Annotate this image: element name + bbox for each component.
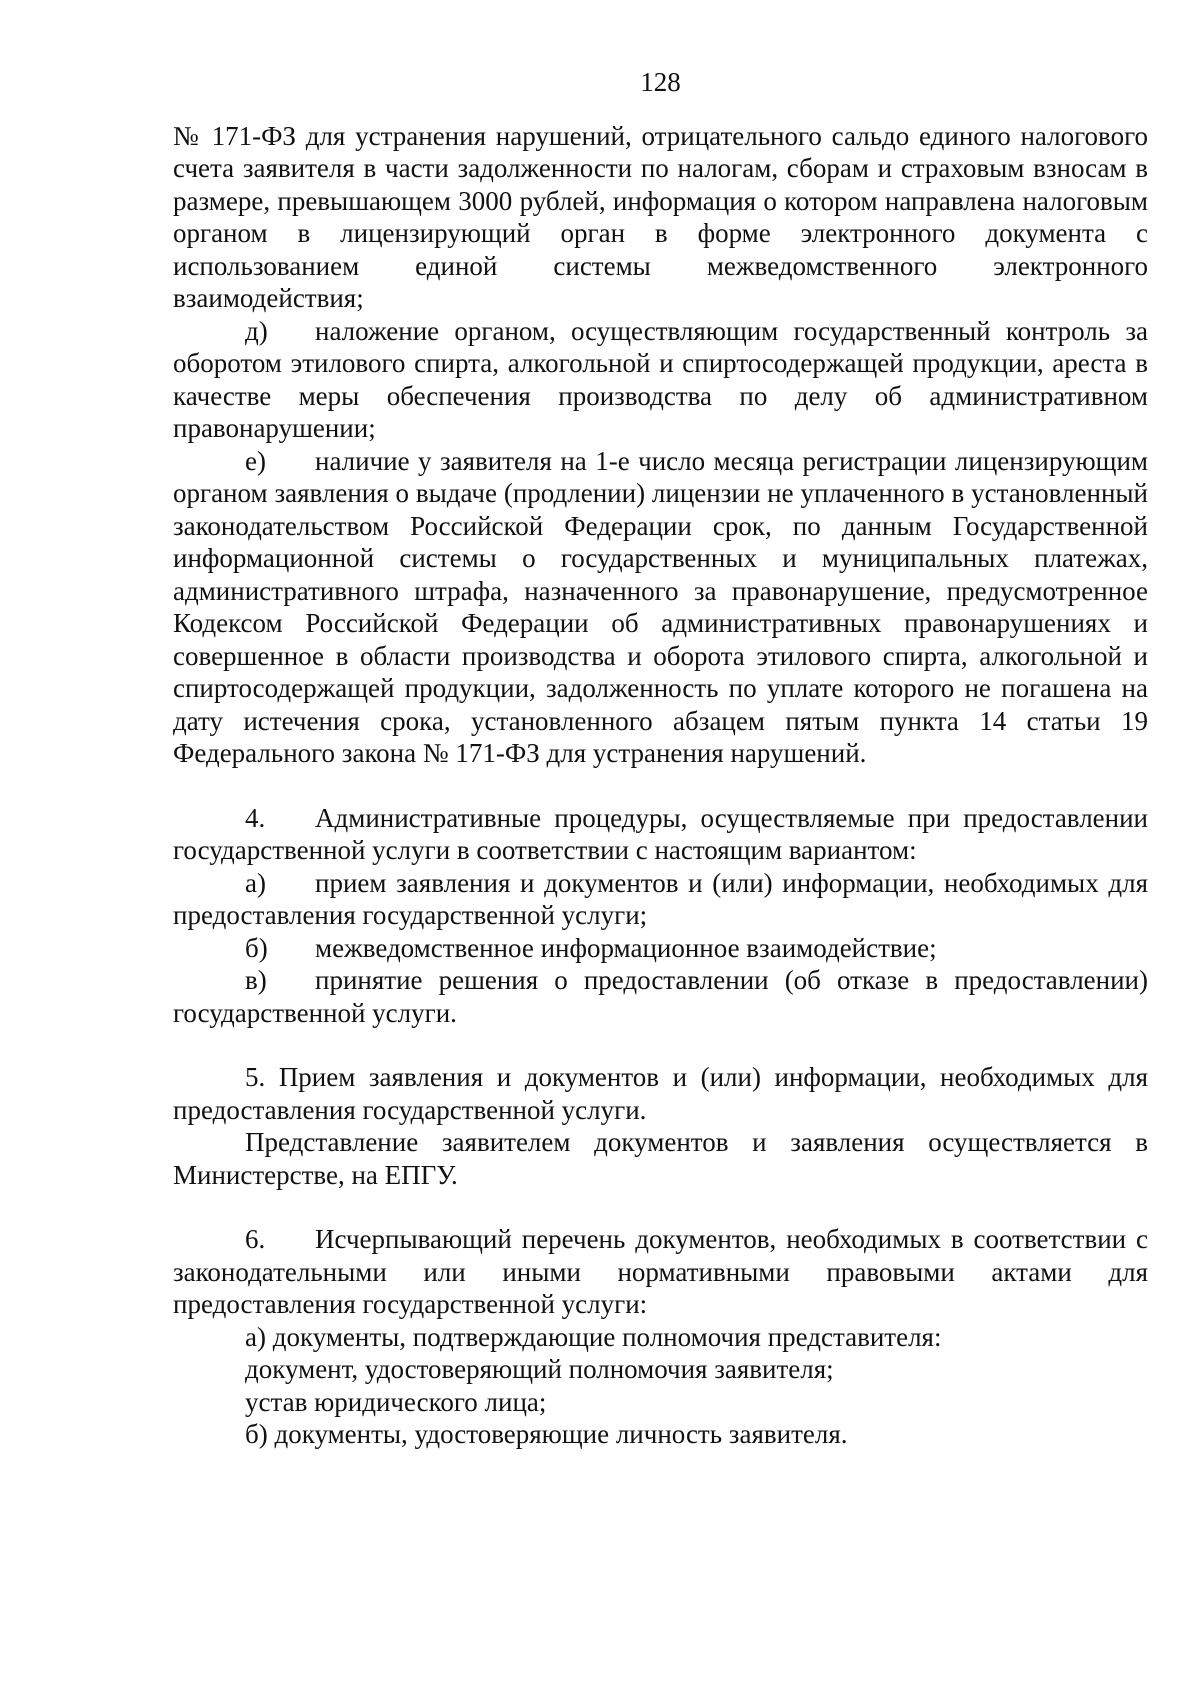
section-text: Административные процедуры, осуществляемые при предоставлении государственной услуги в соответствии с настоящим вариантом:: [173, 802, 1148, 865]
list-item-text: межведомственное информационное взаимодействие;: [315, 932, 937, 963]
section-number: 4.: [245, 802, 266, 833]
list-item-e: [173, 445, 1148, 770]
section-4-item-c: [173, 964, 1148, 1029]
section-4-item-a: [173, 867, 1148, 932]
section-6-line-2: документ, удостоверяющий полномочия заявителя;: [245, 1354, 834, 1384]
list-item-d: [173, 315, 1148, 445]
section-5-text: Представление заявителем документов и заявления осуществляется в Министерстве, на ЕПГУ.: [173, 1127, 1148, 1190]
section-text: Исчерпывающий перечень документов, необходимых в соответствии с законодательными или иными нормативными правовыми актами для предоставления государственной услуги:: [173, 1224, 1148, 1319]
paragraph-continuation: № 171-ФЗ для устранения нарушений, отрицательного сальдо единого налогового счета заявителя в части задолженности по налогам, сборам и страховым взносам в размере, превышающем 3000 рублей, информация о котором направлена налоговым органом в лицензирующий орган в форме электронного документа с использованием единой системы межведомственного электронного взаимодействия;: [173, 120, 1148, 313]
list-item-text: принятие решения о предоставлении (об отказе в предоставлении) государственной услуги.: [173, 965, 1148, 1028]
section-6-line-3: устав юридического лица;: [245, 1386, 547, 1417]
list-item-text: наложение органом, осуществляющим государственный контроль за оборотом этилового спирта, алкогольной и спиртосодержащей продукции, ареста в качестве меры обеспечения производства по делу об административном правонарушении;: [173, 315, 1148, 443]
list-marker: е): [245, 445, 266, 476]
section-5-heading: 5. Прием заявления и документов и (или) информации, необходимых для предоставления государственной услуги.: [173, 1062, 1148, 1125]
list-marker: б): [245, 932, 268, 963]
section-6-line-4: б) документы, удостоверяющие личность заявителя.: [245, 1419, 848, 1449]
section-6-heading: [173, 1223, 1148, 1321]
page-number: 128: [640, 67, 681, 97]
section-4-item-b: [173, 932, 1148, 965]
section-6-line-1: а) документы, подтверждающие полномочия представителя:: [245, 1321, 942, 1352]
list-item-text: прием заявления и документов и (или) информации, необходимых для предоставления государственной услуги;: [173, 867, 1148, 930]
list-marker: в): [245, 965, 267, 995]
section-number: 6.: [245, 1224, 266, 1254]
list-marker: а): [245, 867, 266, 898]
list-marker: д): [245, 315, 268, 346]
document-page: [173, 66, 1148, 1451]
section-4-heading: [173, 802, 1148, 867]
list-item-text: наличие у заявителя на 1-е число месяца регистрации лицензирующим органом заявления о выдаче (продлении) лицензии не уплаченного в установленный законодательством Российской Федерации срок, по данным Государственной информационной системы о государственных и муниципальных платежах, административного штрафа, назначенного за правонарушение, предусмотренное Кодексом Российской Федерации об административных правонарушениях и совершенное в области производства и оборота этилового спирта, алкогольной и спиртосодержащей продукции, задолженность по уплате которого не погашена на дату истечения срока, установленного абзацем пятым пункта 14 статьи 19 Федерального закона № 171-ФЗ для устранения нарушений.: [173, 445, 1148, 768]
